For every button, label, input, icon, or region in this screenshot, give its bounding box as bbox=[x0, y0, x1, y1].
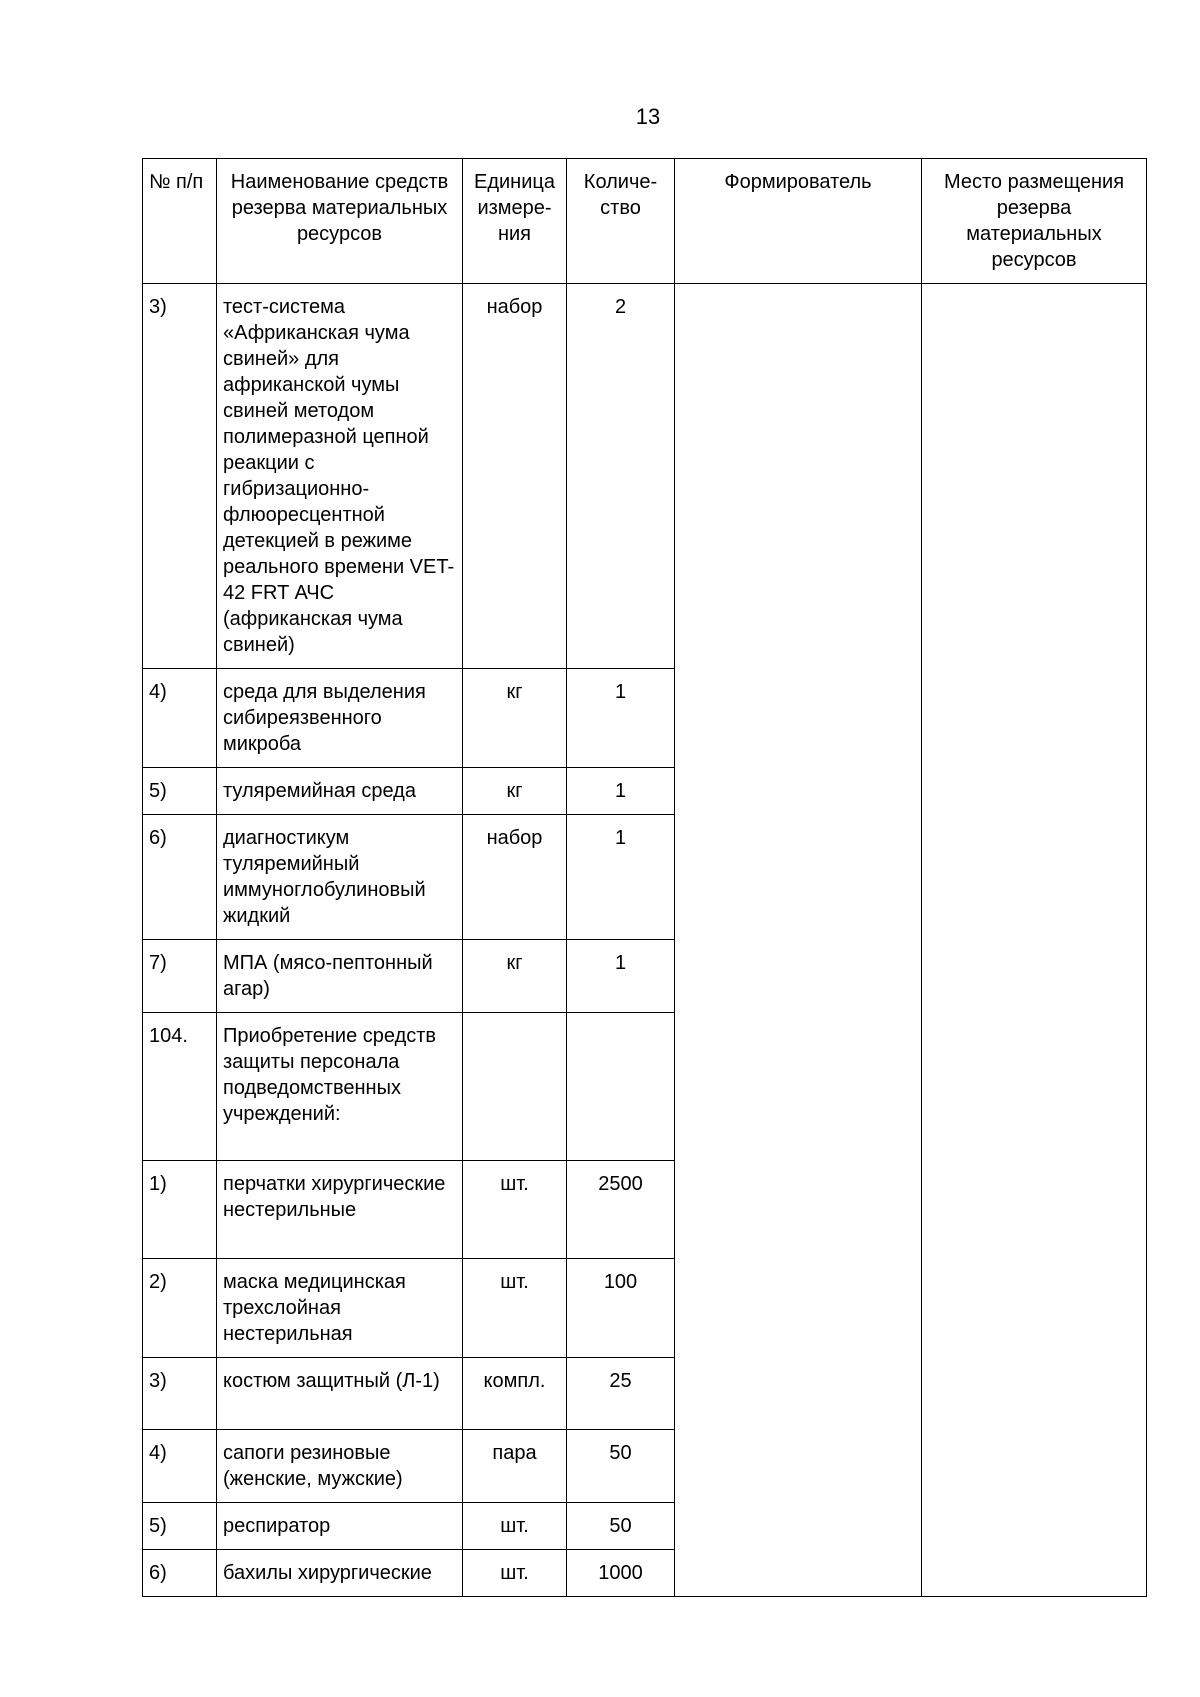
header-number: № п/п bbox=[143, 159, 217, 284]
row-number: 7) bbox=[143, 940, 217, 1013]
table-row bbox=[143, 284, 1147, 669]
row-unit: пара bbox=[463, 1430, 567, 1503]
row-name: тест-система «Африканская чума свиней» для африканской чумы свиней методом полимеразной цепной реакции с гибризационно-флюоресцентной детекцией в режиме реального времени VET-42 FRT АЧС (африканская чума свиней) bbox=[217, 284, 463, 669]
row-unit: набор bbox=[463, 284, 567, 669]
row-unit: компл. bbox=[463, 1358, 567, 1430]
row-name: Приобретение средств защиты персонала подведомственных учреждений: bbox=[217, 1013, 463, 1161]
row-name: бахилы хирургические bbox=[217, 1550, 463, 1597]
row-quantity: 100 bbox=[567, 1259, 675, 1358]
row-unit: кг bbox=[463, 768, 567, 815]
row-unit: шт. bbox=[463, 1503, 567, 1550]
row-unit: набор bbox=[463, 815, 567, 940]
row-name: туляремийная среда bbox=[217, 768, 463, 815]
row-name: респиратор bbox=[217, 1503, 463, 1550]
row-number: 5) bbox=[143, 768, 217, 815]
row-number: 4) bbox=[143, 1430, 217, 1503]
row-name: костюм защитный (Л-1) bbox=[217, 1358, 463, 1430]
row-quantity: 25 bbox=[567, 1358, 675, 1430]
header-location: Место размещения резерва материальных ресурсов bbox=[922, 159, 1147, 284]
row-unit: шт. bbox=[463, 1161, 567, 1259]
header-name: Наименование средств резерва материальных ресурсов bbox=[217, 159, 463, 284]
row-quantity: 50 bbox=[567, 1430, 675, 1503]
row-quantity: 1 bbox=[567, 940, 675, 1013]
header-unit: Единица измере-ния bbox=[463, 159, 567, 284]
header-former: Формирователь bbox=[675, 159, 922, 284]
row-unit: кг bbox=[463, 669, 567, 768]
former-cell bbox=[675, 284, 922, 1597]
row-name: среда для выделения сибиреязвенного микроба bbox=[217, 669, 463, 768]
page-number: 13 bbox=[635, 104, 661, 129]
row-name: диагностикум туляремийный иммуноглобулиновый жидкий bbox=[217, 815, 463, 940]
row-name: сапоги резиновые (женские, мужские) bbox=[217, 1430, 463, 1503]
row-number: 6) bbox=[143, 815, 217, 940]
location-cell bbox=[922, 284, 1147, 1597]
row-name: перчатки хирургические нестерильные bbox=[217, 1161, 463, 1259]
reserve-table bbox=[142, 158, 1147, 1597]
row-number: 5) bbox=[143, 1503, 217, 1550]
row-quantity: 1 bbox=[567, 815, 675, 940]
row-unit: шт. bbox=[463, 1259, 567, 1358]
row-number: 2) bbox=[143, 1259, 217, 1358]
table-header-row bbox=[143, 159, 1147, 284]
row-name: маска медицинская трехслойная нестерильная bbox=[217, 1259, 463, 1358]
row-unit bbox=[463, 1013, 567, 1161]
row-quantity: 2 bbox=[567, 284, 675, 669]
row-quantity bbox=[567, 1013, 675, 1161]
row-quantity: 50 bbox=[567, 1503, 675, 1550]
row-unit: шт. bbox=[463, 1550, 567, 1597]
row-number: 6) bbox=[143, 1550, 217, 1597]
row-number: 1) bbox=[143, 1161, 217, 1259]
row-quantity: 1000 bbox=[567, 1550, 675, 1597]
header-quantity: Количе-ство bbox=[567, 159, 675, 284]
row-unit: кг bbox=[463, 940, 567, 1013]
row-number: 3) bbox=[143, 1358, 217, 1430]
row-quantity: 2500 bbox=[567, 1161, 675, 1259]
row-quantity: 1 bbox=[567, 669, 675, 768]
row-number: 4) bbox=[143, 669, 217, 768]
row-name: МПА (мясо-пептонный агар) bbox=[217, 940, 463, 1013]
row-number: 3) bbox=[143, 284, 217, 669]
row-number: 104. bbox=[143, 1013, 217, 1161]
row-quantity: 1 bbox=[567, 768, 675, 815]
